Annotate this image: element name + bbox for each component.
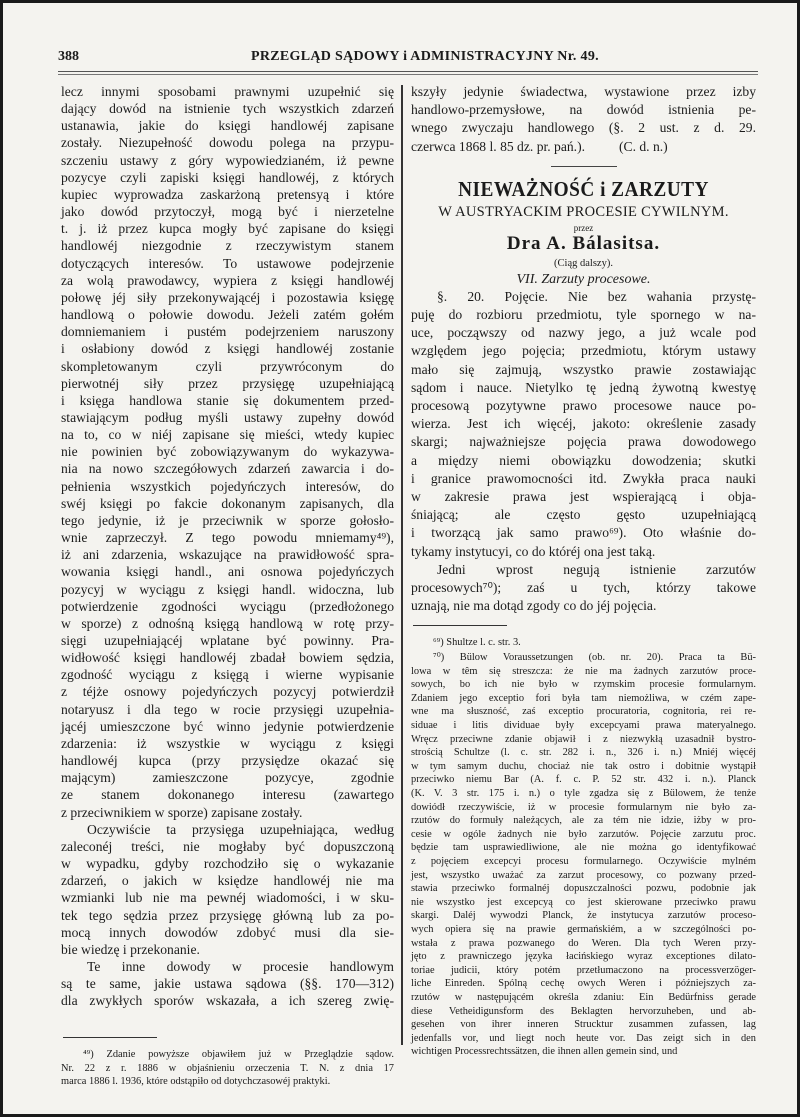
text-line: w tym samym duchu, chociaż nie tak ostro i dobitnie wystąpił xyxy=(411,760,756,772)
text-line: t. j. iż przez kupca mogły być zapisane do księgi xyxy=(61,221,394,237)
text-line: tykamy instytucyi, co do któréj ona jest taką. xyxy=(411,543,656,559)
article-title: NIEWAŻNOŚĆ i ZARZUTY xyxy=(458,176,709,201)
text-line: i granice prawomocności itd. Zwykła praca nauki xyxy=(411,470,756,486)
text-line: skargi. Daléj wywodzi Planck, że instytucya zarzutów proceso- xyxy=(411,910,756,922)
page-number: 388 xyxy=(58,49,79,64)
text-line: ⁶⁹) Shultze l. c. str. 3. xyxy=(433,637,521,649)
text-line: toriae judicii, który potém przetłumaczono na processverzöger- xyxy=(411,964,756,976)
text-line: (K. V. 3 str. 175 i. n.) o tyle zgadza się z Bülowem, że tenże xyxy=(411,788,756,799)
text-line: a między niemi obowiązku dowodzenia; skutki xyxy=(411,452,756,468)
text-line: dowiódł rzeczywiście, iż w procesie formularnym nie było za- xyxy=(411,801,756,813)
text-line: ⁴⁹) Zdanie powyższe objawiłem już w Przeglądzie sądow. xyxy=(83,1049,394,1060)
text-line: sięgi uzupełniającéj wplatane być powinny. Pra- xyxy=(61,633,394,648)
text-line: wych opiera się na prawie germańskiém, a w szczególności po- xyxy=(411,923,756,935)
text-line: pozycyj w wyciągu z księgi handl. widoczna, lub xyxy=(61,581,394,597)
text-line: handlowéj niezgodnie z rzeczywistym stanem xyxy=(61,238,394,254)
text-line: względem jego pojęcia; przedmiotu, którym ustawy xyxy=(411,343,756,359)
text-line: dający dowód na istnienie tych wszystkich zdarzeń xyxy=(61,101,394,117)
text-line: puję do rozbioru przedmiotu, tyle spornego w na- xyxy=(411,307,756,323)
paragraph xyxy=(411,561,756,616)
text-line: Wręcz przeciwne zdanie objawił i z niezwykłą uzasadnił bystro- xyxy=(411,733,756,745)
text-line: stawia przeciwko formalnéj dopuszczalności pozwu, podobnie jak xyxy=(411,883,756,895)
text-line: dotyczących interesów. To ustawowe podejrzenie xyxy=(61,255,394,271)
text-line: Nr. 22 z r. 1886 w objaśnieniu orzeczenia T. N. z dnia 17 xyxy=(61,1062,394,1074)
text-line: ustanawia, jakie do księgi handlowéj zapisane xyxy=(61,118,394,134)
document-page xyxy=(3,3,797,1114)
text-line: z pojęciem excepcyi procesu formularnego. Oczywiście mylném xyxy=(411,855,756,867)
text-line: czerwca 1868 l. 85 dz. pr. pań.). (C. d. n.) xyxy=(411,138,668,154)
text-line: Jedni wprost negują istnienie zarzutów xyxy=(437,561,756,577)
text-line: rzutów do formuły należących, ale za tém nie idzie, iżby w pro- xyxy=(411,815,756,827)
header-rule xyxy=(58,71,758,75)
text-line: i osłabiony dowód z księgi handlowéj zostanie xyxy=(61,341,394,357)
text-line: nia na nowo szczegółowych zdarzeń zawarcia i do- xyxy=(61,461,394,477)
text-line: szczeniu ustawy z góry wypowiedzianém, iż pewne xyxy=(61,152,394,168)
text-line: wne ma słuszność, zaś exceptio procuratoria, cognitoria, rei re- xyxy=(411,706,756,718)
text-line: wnego zwyczaju handlowego (§. 2 ust. z d. 29. xyxy=(411,120,756,136)
text-line: ze stanem dokonanego interesu (zawartego xyxy=(61,787,394,803)
text-line: mocą innych dowodów zdobyć musi dla sie- xyxy=(61,924,394,940)
text-line: będzie tam usprawiedliwione, ale nie można go identyfikować xyxy=(411,842,756,854)
text-line: pozycye czyli zapiski księgi handlowéj, z których xyxy=(61,169,394,185)
text-line: skompletowanym czyli przywróconym do xyxy=(61,358,394,374)
text-line: są te same, jakie ustawa sądowa (§§. 170—312) xyxy=(61,976,394,992)
text-line: strością Schultze (l. c. str. 282 i. n., 326 i. n.) Mniéj więcéj xyxy=(411,747,756,759)
text-line: uznają, nie ma dotąd zgody co do jéj pojęcia. xyxy=(411,598,657,614)
text-line: potwierdzenie zgodności wyciągu (przedłożonego xyxy=(61,598,394,614)
footnote-rule xyxy=(413,625,507,626)
text-line: mającym) zamieszczone pozycye, zgodnie xyxy=(61,770,394,786)
text-line: z przeciwnikiem w sporze) zapisane zostały. xyxy=(61,804,303,820)
text-line: w sporze) z odnośną księgą handlową w rotę przy- xyxy=(61,615,394,631)
text-line: wichtigen Processrechtssätzen, die ihnen allen gemein sind, und xyxy=(411,1046,678,1058)
text-line: wstała z prawa pozwanego do Weren. Dla tych Weren przy- xyxy=(411,937,756,949)
text-line: procesowych⁷⁰); zaś u tych, którzy takowe xyxy=(411,580,756,596)
text-line: sądom i nauce. Nietylko tę jedną żywotną kwestyę xyxy=(411,379,756,395)
text-line: ⁷⁰) Bülow Voraussetzungen (ob. nr. 20). Praca ta Bü- xyxy=(433,652,756,664)
text-line: z téjże osnowy pojedyńczych pozycyj potwierdził xyxy=(61,684,394,700)
article-continued: (Ciąg dalszy). xyxy=(554,257,613,269)
left-column xyxy=(61,83,394,1089)
text-line: §. 20. Pojęcie. Nie bez wahania przystę- xyxy=(437,288,756,304)
text-line: i księga handlowa stanie się dokumentem przed- xyxy=(61,392,394,408)
text-line: tego jedynie, iż je przeciwnik w sporze gołosło- xyxy=(61,512,394,528)
previous-article-end xyxy=(411,83,756,156)
text-line: liche Einreden. Spólną cechę owych Weren i późniejszych za- xyxy=(411,978,756,990)
text-line: handlową o połowie dowodu. Jeżeli zatém gołém xyxy=(61,307,394,323)
text-line: Oczywiście ta przysięga uzupełniająca, według xyxy=(87,821,394,837)
text-line: diese Vetheidigunsform des Beklagten hervorzuheben, und ab- xyxy=(411,1005,756,1017)
text-line: handlowo-przemysłowe, na dowód istnienia pe- xyxy=(411,102,756,118)
paragraph xyxy=(411,288,756,561)
article-by: przez xyxy=(573,222,594,233)
section-heading: VII. Zarzuty procesowe. xyxy=(516,271,651,287)
text-line: cesie w ogóle żadnych nie było zarzutów. Pojęcie zarzutu proc. xyxy=(411,828,756,840)
text-line: jako dowód przytoczył, mogą być i nierzetelne xyxy=(61,204,394,220)
right-footnotes xyxy=(411,636,756,1058)
text-line: za wolą prawodawcy, wypiera z księgi handlowéj xyxy=(61,272,394,288)
text-line: pełnienia wszystkich pojedyńczych interesów, do xyxy=(61,478,394,494)
left-footnotes xyxy=(61,1048,394,1089)
text-line: zostały. Niezupełność dowodu polega na przypu- xyxy=(61,135,394,151)
text-line: Te inne dowody w procesie handlowym xyxy=(87,958,394,974)
article-author: Dra A. Bálasitsa. xyxy=(506,232,661,254)
text-line: nie wszystko jest excepcyą co jest skierowane przeciwko prawu xyxy=(411,896,756,908)
left-body-text xyxy=(61,83,394,1013)
paragraph xyxy=(61,821,394,958)
journal-title: PRZEGLĄD SĄDOWY i ADMINISTRACYJNY Nr. 49. xyxy=(251,49,599,64)
text-line: zdarzeń, o jakich w księdze handlowéj nie ma xyxy=(61,873,394,889)
running-header xyxy=(58,49,758,69)
footnote-rule xyxy=(63,1037,157,1038)
text-line: tek tego sędzia przez przysięgę główną lub za po- xyxy=(61,907,394,923)
right-column xyxy=(411,83,756,1060)
text-line: na to, co w niéj zapisane się mieści, wtedy kupiec xyxy=(61,427,394,443)
text-line: śniającą; ale często gęsto uzupełniającą xyxy=(411,507,756,523)
text-line: w zakresie prawa jest wspierającą i obja- xyxy=(411,489,756,505)
text-line: notaryusz i dla tego w rocie przysięgi uzupełnia- xyxy=(61,701,394,717)
text-line: kszyły jedynie świadectwa, wystawione przez izby xyxy=(411,84,756,99)
text-line: lecz innymi sposobami prawnymi uzupełnić się xyxy=(61,84,394,99)
text-line: handlowéj kupca (przy przysiędze okazać się xyxy=(61,753,394,769)
text-line: mało się zajmują, wszystko prawie zostawiając xyxy=(411,361,756,377)
paragraph xyxy=(61,958,394,1009)
text-line: połowę jéj siły przekonywającéj i pozostawia księgę xyxy=(61,289,394,305)
section-rule xyxy=(551,166,617,167)
text-line: rzutów w następującém określa zdaniu: Ein Bedürfniss gerade xyxy=(411,991,756,1003)
text-line: jęto z prawniczego języka łacińskiego wyraz exceptiones dilato- xyxy=(411,951,756,963)
text-line: i tworzącą jak samo prawo⁶⁹). Oto właśnie do- xyxy=(411,525,756,541)
text-line: widłowość księgi handlowéj zbadał bowiem sędzia, xyxy=(61,650,394,666)
paragraph xyxy=(61,1048,394,1089)
text-line: nie powinien być zobowiązywanym do wykazywa- xyxy=(61,444,394,460)
text-line: Zdaniem jego exceptio fori była tam niemożliwa, w czém zape- xyxy=(411,692,756,704)
text-line: sowych, bo ich nie było w rzymskim procesie formularnym. xyxy=(411,679,756,691)
paragraph xyxy=(411,651,756,1059)
text-line: stawiającym podług myśli ustawy zupełny dowód xyxy=(61,409,394,425)
text-line: iż ani zdarzenia, wskazujące na prawidłowość spra- xyxy=(61,547,394,563)
text-line: skargi; najważniejsze pojęcia prawa dowodowego xyxy=(411,434,756,450)
text-line: jedenfalls vor, und liegt noch heute vor. Das zeigt sich in den xyxy=(411,1032,756,1044)
text-line: zdarzenia: iż wszystkie w wyciągu z księgi xyxy=(61,735,394,751)
article-subtitle: W AUSTRYACKIM PROCESIE CYWILNYM. xyxy=(438,203,729,220)
text-line: zaleconéj treści, nie mogłaby być dopuszczoną xyxy=(61,838,394,854)
text-line: kupiec wyprowadza zaskarżoną pretensyą i które xyxy=(61,186,394,202)
text-line: wzmianki lub nie ma pewnéj wiadomości, i w sku- xyxy=(61,890,394,906)
text-line: bie wiedzę i przekonanie. xyxy=(61,941,200,957)
text-line: wnie zaprzeczył. Z tego powodu mniemamy⁴⁹), xyxy=(61,530,394,546)
text-line: w wypadku, gdyby rozchodziło się o wykazanie xyxy=(61,856,394,872)
text-line: domniemaniem i pustém podejrzeniem naruszony xyxy=(61,324,394,340)
text-line: zgodność wyciągu z księgą i wierne wypisanie xyxy=(61,667,394,683)
article-heading xyxy=(411,177,756,288)
text-line: marca 1886 l. 1936, które odstąpiło od dotychczasowéj praktyki. xyxy=(61,1076,331,1088)
column-divider xyxy=(401,85,403,1045)
text-line: uce, począwszy od nazwy jego, a już wcale pod xyxy=(411,325,756,341)
text-line: przeciwko niemu Bar (A. f. c. P. 52 str. 432 i. n.). Planck xyxy=(411,774,756,786)
text-line: jest, wszystko uważać za zarzut procesowy, co pozwany przed- xyxy=(411,869,756,881)
text-line: lowa w têm się streszcza: że nie ma żadnych zarzutów proce- xyxy=(411,665,756,677)
paragraph xyxy=(411,636,756,650)
text-line: wowania księgi handl., ani osnowa pojedyńczych xyxy=(61,564,394,580)
text-line: jącéj umieszczone być winno jedynie potwierdzenie xyxy=(61,718,394,734)
text-line: wierza. Jest ich więcéj, jakoto: określenie zasady xyxy=(411,416,756,432)
text-line: gesehen von ihrer inneren Strucktur zusammen zufassen, lag xyxy=(411,1019,756,1031)
text-line: swéj księgi po fakcie dokonanym zapisanych, dla xyxy=(61,495,394,511)
right-body-text xyxy=(411,288,756,616)
text-line: siduae i litis dividuae były excepcyami prawa materyalnego. xyxy=(411,720,756,732)
paragraph xyxy=(61,83,394,821)
text-line: pierwotnéj siły przez przysięgę uzupełniającą xyxy=(61,375,394,391)
text-line: dla zwykłych sporów wskazała, a ich szereg zwię- xyxy=(61,993,394,1009)
text-line: procesową pozytywne prawo procesowe nauce po- xyxy=(411,398,756,414)
